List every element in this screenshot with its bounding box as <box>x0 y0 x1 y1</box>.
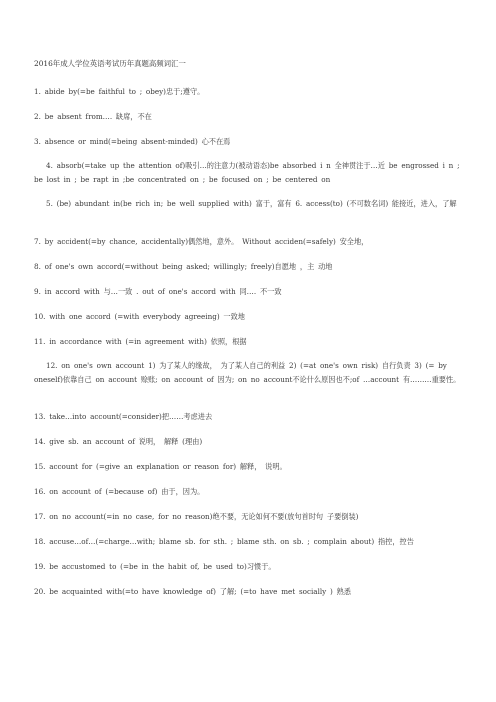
entry-11: 11. in accordance with (=in agreement with) 依照，根据 <box>34 337 247 346</box>
entry-2: 2. be absent from…. 缺席，不在 <box>34 112 152 121</box>
entry-3: 3. absence or mind(=being absent-minded) 心不在焉 <box>34 137 231 146</box>
entry-20: 20. be acquainted with(=to have knowledge of) 了解; (=to have met socially ) 熟悉 <box>34 587 351 596</box>
entry-12: 12. on one's own account 1) 为了某人的缘故， 为了某人自己的利益 2) (=at one's own risk) 自行负责 3) (= by oneself)依靠自己 on account 赊账; on account of 因为; on no account不论什么原因也不;of …account 有………重要性。 <box>34 361 461 384</box>
entry-1: 1. abide by(=be faithful to ; obey)忠于;遵守。 <box>34 87 205 96</box>
entry-16: 16. on account of (=because of) 由于，因为。 <box>34 487 205 496</box>
entry-19: 19. be accustomed to (=be in the habit of, be used to)习惯于。 <box>34 562 276 571</box>
entry-14: 14. give sb. an account of 说明， 解释 (理由) <box>34 437 203 446</box>
document-title: 2016年成人学位英语考试历年真题高频词汇一 <box>34 59 186 68</box>
entry-7: 7. by accident(=by chance, accidentally)偶然地，意外。 Without acciden(=safely) 安全地， <box>34 237 369 246</box>
entry-8: 8. of one's own accord(=without being asked; willingly; freely)自愿地 ，主 动地 <box>34 262 333 271</box>
entry-4: 4. absorb(=take up the attention of)吸引…的注意力(被动语态)be absorbed i n 全神贯注于…近 be engrossed i n ; be lost in ; be rapt in ;be concentrated on ; be focused on ; be centered on <box>34 161 460 184</box>
entry-18: 18. accuse…of…(=charge…with; blame sb. for sth. ; blame sth. on sb. ; complain about) 指控，控告 <box>34 537 414 546</box>
entry-5: 5. (be) abundant in(be rich in; be well supplied with) 富于，富有 6. access(to) (不可数名词) 能接近，进入，了解 <box>46 199 457 208</box>
entry-10: 10. with one accord (=with everybody agreeing) 一致地 <box>34 312 245 321</box>
entry-9: 9. in accord with 与…一致 . out of one's accord with 同…. 不一致 <box>34 287 282 296</box>
entry-17: 17. on no account(=in no case, for no reason)绝不要，无论如何不要(放句首时句 子要倒装) <box>34 512 359 521</box>
entry-13: 13. take…into account(=consider)把……考虑进去 <box>34 412 213 421</box>
entry-15: 15. account for (=give an explanation or reason for) 解释， 说明。 <box>34 462 287 471</box>
